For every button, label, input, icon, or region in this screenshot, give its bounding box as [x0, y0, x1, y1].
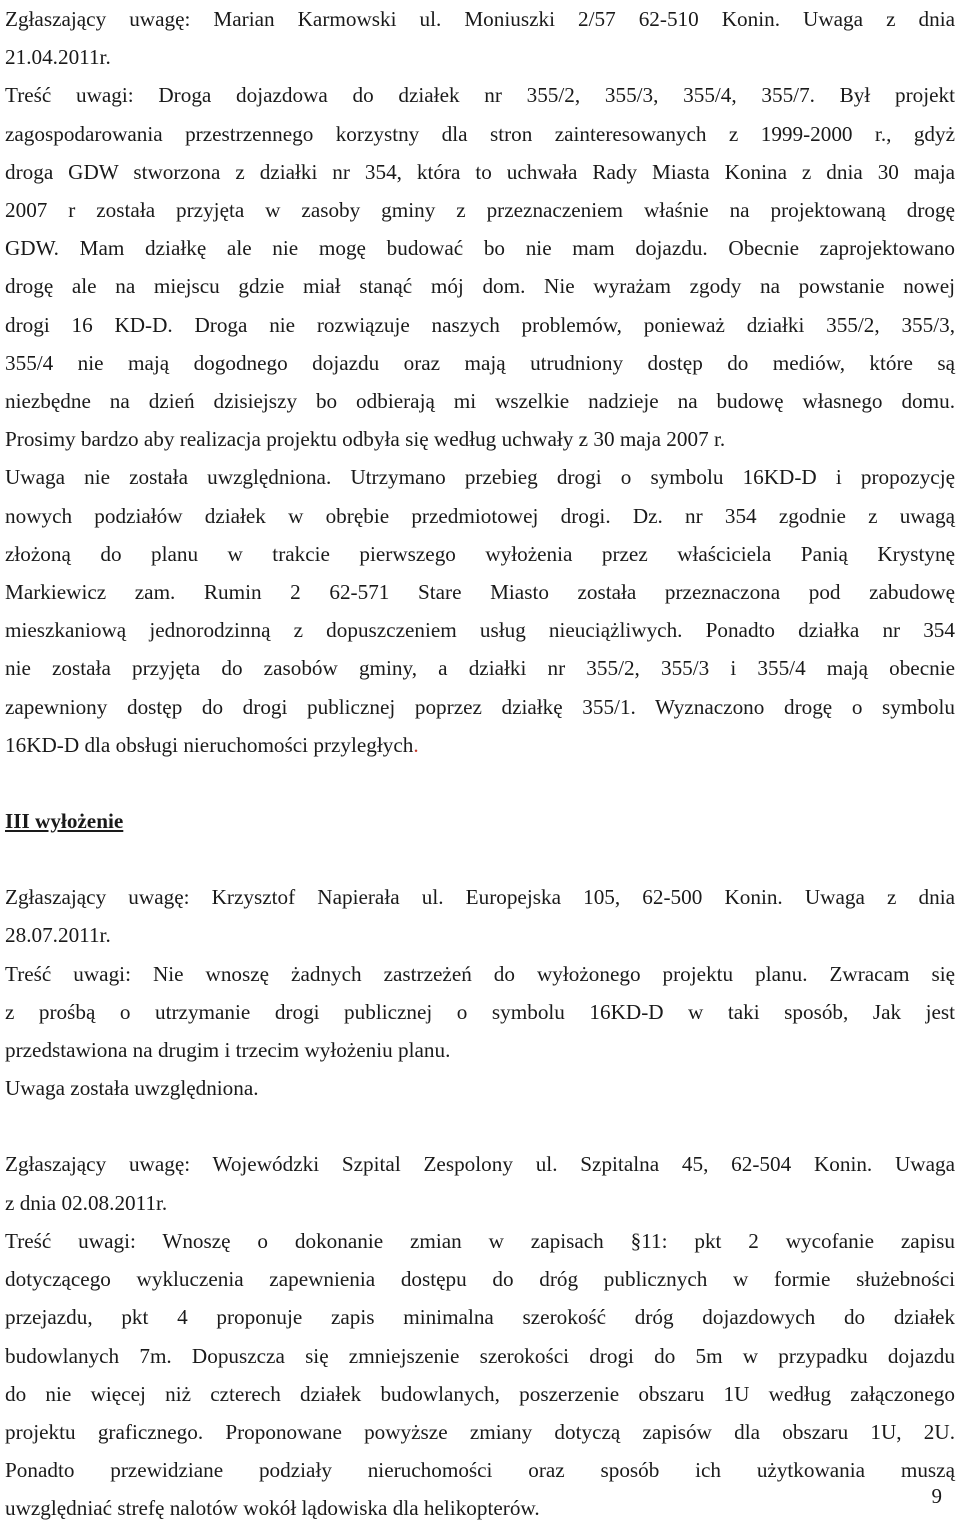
text-line: drogę ale na miejscu gdzie miał stanąć mój dom. Nie wyrażam zgody na powstanie nowej [5, 274, 955, 299]
text-line: Treść uwagi: Nie wnoszę żadnych zastrzeżeń do wyłożonego projektu planu. Zwracam się [5, 961, 955, 986]
comment-szpital [5, 1145, 955, 1527]
text-line: Zgłaszający uwagę: Wojewódzki Szpital Zespolony ul. Szpitalna 45, 62-504 Konin. Uwaga [5, 1152, 955, 1177]
text-line: uwzględniać strefę nalotów wokół lądowiska dla helikopterów. [5, 1496, 540, 1521]
text-line: 21.04.2011r. [5, 45, 111, 70]
text-line: Markiewicz zam. Rumin 2 62-571 Stare Miasto została przeznaczona pod zabudowę [5, 580, 955, 605]
section-heading: III wyłożenie [5, 809, 124, 834]
text-line: z dnia 02.08.2011r. [5, 1190, 168, 1215]
comment-karmowski [5, 0, 955, 764]
spacer [5, 764, 955, 802]
red-period: . [413, 732, 419, 757]
text-line: Uwaga została uwzględniona. [5, 1076, 259, 1101]
comment-napierala [5, 878, 955, 1107]
text-line: nie została przyjęta do zasobów gminy, a działki nr 355/2, 355/3 i 355/4 mają obecnie [5, 656, 955, 681]
text-line: dotyczącego wykluczenia zapewnienia dostępu do dróg publicznych w formie służebności [5, 1267, 955, 1292]
text-line: Zgłaszający uwagę: Krzysztof Napierała ul. Europejska 105, 62-500 Konin. Uwaga z dnia [5, 885, 955, 910]
text-line: zapewniony dostęp do drogi publicznej poprzez działkę 355/1. Wyznaczono drogę o symbolu [5, 694, 955, 719]
document-page [5, 0, 955, 1528]
text-line: drogi 16 KD-D. Droga nie rozwiązuje naszych problemów, ponieważ działki 355/2, 355/3, [5, 312, 955, 337]
text-line: złożoną do planu w trakcie pierwszego wyłożenia przez właściciela Panią Krystynę [5, 541, 955, 566]
text-line: budowlanych 7m. Dopuszcza się zmniejszenie szerokości drogi do 5m w przypadku dojazdu [5, 1343, 955, 1368]
text-line: 28.07.2011r. [5, 923, 111, 948]
last-line-text: 16KD-D dla obsługi nieruchomości przyległych [5, 732, 414, 757]
text-line: Ponadto przewidziane podziały nieruchomości oraz sposób ich użytkowania muszą [5, 1458, 955, 1483]
text-line: z prośbą o utrzymanie drogi publicznej o symbolu 16KD-D w taki sposób, Jak jest [5, 999, 955, 1024]
spacer [5, 1107, 955, 1145]
text-line: GDW. Mam działkę ale nie mogę budować bo nie mam dojazdu. Obecnie zaprojektowano [5, 236, 955, 261]
text-line: 2007 r została przyjęta w zasoby gminy z przeznaczeniem właśnie na projektowaną drogę [5, 198, 955, 223]
text-line: Uwaga nie została uwzględniona. Utrzymano przebieg drogi o symbolu 16KD-D i propozycję [5, 465, 955, 490]
text-line: Treść uwagi: Wnoszę o dokonanie zmian w zapisach §11: pkt 2 wycofanie zapisu [5, 1228, 955, 1253]
text-line: mieszkaniową jednorodzinną z dopuszczeniem usług nieuciążliwych. Ponadto działka nr 354 [5, 618, 955, 643]
text-line: przejazdu, pkt 4 proponuje zapis minimalna szerokość dróg dojazdowych do działek [5, 1305, 955, 1330]
text-line: nowych podziałów działek w obrębie przedmiotowej drogi. Dz. nr 354 zgodnie z uwagą [5, 503, 955, 528]
text-line: przedstawiona na drugim i trzecim wyłożeniu planu. [5, 1038, 451, 1063]
text-line: Treść uwagi: Droga dojazdowa do działek nr 355/2, 355/3, 355/4, 355/7. Był projekt [5, 83, 955, 108]
text-line: projektu graficznego. Proponowane powyższe zmiany dotyczą zapisów dla obszaru 1U, 2U. [5, 1419, 955, 1444]
text-line: droga GDW stworzona z działki nr 354, która to uchwała Rady Miasta Konina z dnia 30 maja [5, 159, 955, 184]
text-line: niezbędne na dzień dzisiejszy bo odbierają mi wszelkie nadzieje na budowę własnego domu. [5, 389, 955, 414]
text-line: 355/4 nie mają dogodnego dojazdu oraz mają utrudniony dostęp do mediów, które są [5, 350, 955, 375]
page-number: 9 [931, 1484, 942, 1508]
text-line: Prosimy bardzo aby realizacja projektu odbyła się według uchwały z 30 maja 2007 r. [5, 427, 726, 452]
text-line: do nie więcej niż czterech działek budowlanych, poszerzenie obszaru 1U według załączonego [5, 1381, 955, 1406]
text-line: zagospodarowania przestrzennego korzystny dla stron zainteresowanych z 1999-2000 r., gdyż [5, 121, 955, 146]
text-line: Zgłaszający uwagę: Marian Karmowski ul. Moniuszki 2/57 62-510 Konin. Uwaga z dnia [5, 7, 955, 31]
text-line-last [5, 726, 955, 764]
spacer [5, 840, 955, 878]
